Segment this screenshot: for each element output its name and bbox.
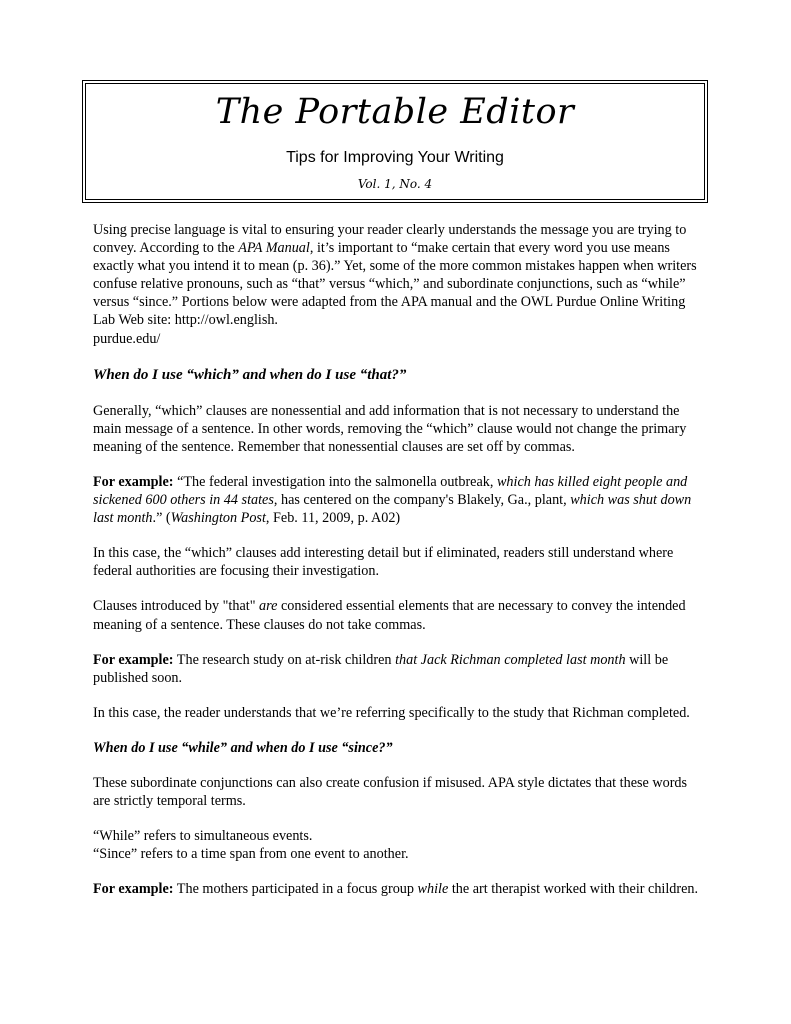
source-publication: Washington Post [170, 510, 266, 527]
newsletter-title: The Portable Editor [215, 92, 575, 132]
emphasis-are: are [259, 598, 278, 615]
example-that-clause: that Jack Richman completed last month [395, 651, 626, 668]
that-explanation-paragraph [93, 597, 703, 633]
that-text: Clauses introduced by "that" [93, 598, 260, 615]
which-example-paragraph [93, 473, 703, 527]
volume-number: Vol. 1, No. 4 [357, 177, 433, 191]
intro-paragraph [93, 221, 703, 348]
example-which-clause: which has killed eight people and sickened 600 others in 44 states [93, 473, 688, 509]
section-heading-while-since: When do I use “while” and when do I use “since?” [93, 739, 393, 756]
while-since-explanation-paragraph: These subordinate conjunctions can also create confusion if misused. APA style dictates that these words are strictly temporal terms. [93, 774, 688, 809]
since-definition: “Since” refers to a time span from one event to another. [93, 846, 409, 863]
section-heading-which-that: When do I use “which” and when do I use “that?” [93, 366, 407, 383]
which-explanation-paragraph: Generally, “which” clauses are nonessential and add information that is not necessary to understand the main message of a sentence. In other words, removing the “which” clause would not change the primary meaning of the sentence. Remember that nonessential clauses are set off by commas. [93, 402, 687, 455]
example-label: For example: [93, 651, 174, 668]
while-since-definitions [93, 827, 703, 863]
example-label: For example: [93, 473, 174, 490]
that-analysis-paragraph: In this case, the reader understands that we’re referring specifically to the study that Richman completed. [93, 704, 690, 721]
example-text: , has centered on the company's Blakely, Ga., plant, [273, 492, 571, 509]
while-definition: “While” refers to simultaneous events. [93, 828, 313, 845]
intro-text-cont: , it’s important to “make certain that every word you use means exactly what you intend it to mean (p. 36).” Yet, some of the more common mistakes happen when writers confuse relative pronouns, such as “that” versus “which,” and subordinate conjunctions, such as “while” versus “since.” Portions below were adapted from the APA manual and the OWL Purdue Online Writing Lab Web site: http://owl.english. [93, 240, 697, 329]
newsletter-subtitle: Tips for Improving Your Writing [286, 149, 504, 166]
masthead-box [82, 80, 708, 203]
example-label: For example: [93, 881, 174, 898]
example-text: The research study on at-risk children [173, 651, 396, 668]
example-which-clause: which was shut down last month [93, 492, 692, 527]
that-example-paragraph [93, 651, 703, 687]
that-text-cont: considered essential elements that are necessary to convey the intended meaning of a sentence. These clauses do not take commas. [93, 598, 686, 633]
example-while-word: while [417, 881, 449, 898]
while-example-paragraph [93, 880, 703, 898]
article-body [93, 221, 703, 898]
which-analysis-paragraph: In this case, the “which” clauses add interesting detail but if eliminated, readers still understand where federal authorities are focusing their investigation. [93, 545, 674, 580]
apa-manual-title: APA Manual [238, 240, 310, 257]
example-text: “The federal investigation into the salmonella outbreak, [173, 473, 497, 490]
example-text: will be published soon. [93, 651, 669, 686]
intro-text: Using precise language is vital to ensuring your reader clearly understands the message you are trying to convey. According to the [93, 222, 687, 257]
owl-url-tail: purdue.edu/ [93, 330, 161, 347]
example-text: The mothers participated in a focus group [173, 881, 418, 898]
masthead-inner-border [85, 83, 705, 200]
source-citation: , Feb. 11, 2009, p. A02) [265, 510, 401, 527]
example-text: .” ( [152, 510, 171, 527]
example-text: the art therapist worked with their children. [448, 881, 699, 898]
